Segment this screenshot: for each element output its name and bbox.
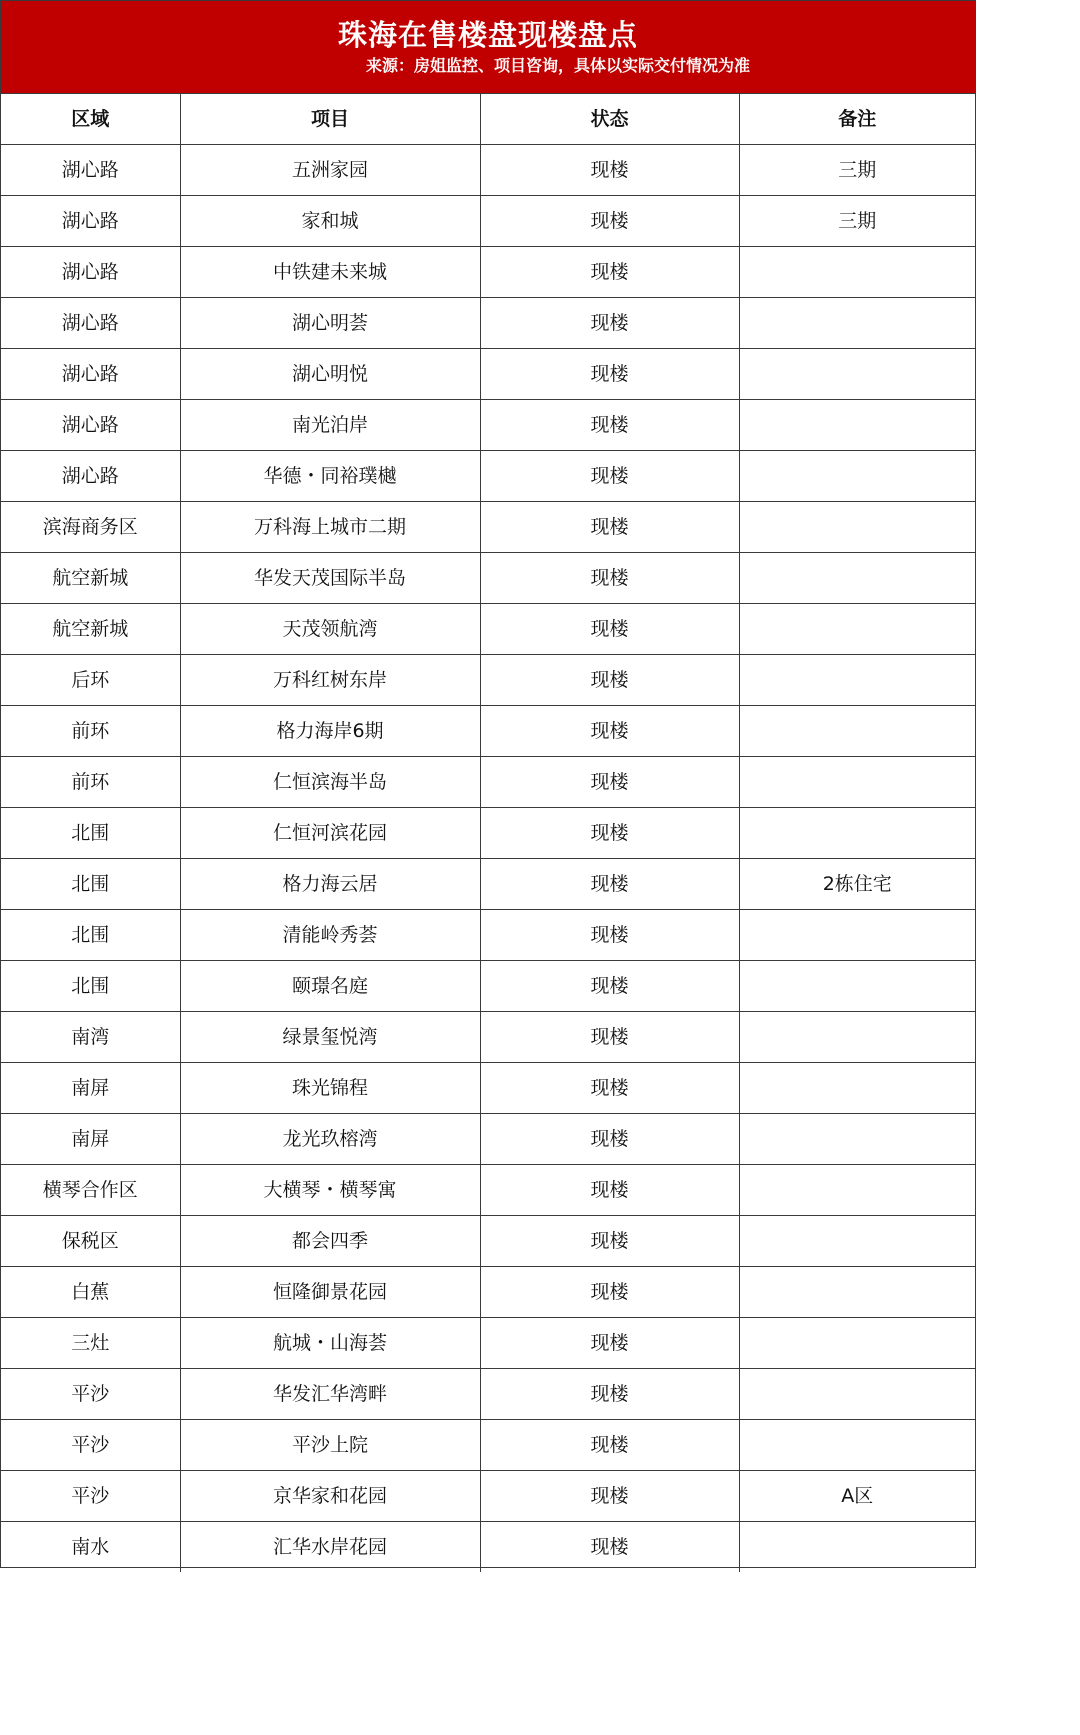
cell-project: 华发汇华湾畔 bbox=[180, 1369, 480, 1420]
table-header-row bbox=[1, 94, 975, 145]
cell-note bbox=[739, 1063, 975, 1114]
cell-area: 前环 bbox=[1, 757, 180, 808]
cell-status: 现楼 bbox=[480, 1216, 739, 1267]
cell-note bbox=[739, 553, 975, 604]
cell-project: 都会四季 bbox=[180, 1216, 480, 1267]
table-row bbox=[1, 655, 975, 706]
table-row bbox=[1, 1522, 975, 1573]
cell-status: 现楼 bbox=[480, 859, 739, 910]
cell-status: 现楼 bbox=[480, 910, 739, 961]
table-row bbox=[1, 400, 975, 451]
cell-note bbox=[739, 655, 975, 706]
cell-area: 湖心路 bbox=[1, 451, 180, 502]
cell-status: 现楼 bbox=[480, 1369, 739, 1420]
cell-area: 横琴合作区 bbox=[1, 1165, 180, 1216]
cell-area: 南屏 bbox=[1, 1114, 180, 1165]
cell-status: 现楼 bbox=[480, 808, 739, 859]
cell-note bbox=[739, 400, 975, 451]
cell-note bbox=[739, 502, 975, 553]
table-row bbox=[1, 706, 975, 757]
cell-status: 现楼 bbox=[480, 1522, 739, 1573]
table-row bbox=[1, 1165, 975, 1216]
cell-note bbox=[739, 1165, 975, 1216]
cell-note bbox=[739, 1318, 975, 1369]
cell-project: 湖心明悦 bbox=[180, 349, 480, 400]
cell-note bbox=[739, 349, 975, 400]
cell-status: 现楼 bbox=[480, 553, 739, 604]
table-row bbox=[1, 502, 975, 553]
cell-area: 北围 bbox=[1, 808, 180, 859]
cell-area: 湖心路 bbox=[1, 400, 180, 451]
cell-project: 清能岭秀荟 bbox=[180, 910, 480, 961]
cell-note bbox=[739, 1114, 975, 1165]
cell-note bbox=[739, 298, 975, 349]
table-body bbox=[1, 145, 975, 1573]
cell-project: 万科红树东岸 bbox=[180, 655, 480, 706]
table-row bbox=[1, 859, 975, 910]
source-note: 来源：房姐监控、项目咨询，具体以实际交付情况为准 bbox=[365, 56, 750, 75]
table-row bbox=[1, 1063, 975, 1114]
cell-project: 大横琴・横琴寓 bbox=[180, 1165, 480, 1216]
cell-note bbox=[739, 808, 975, 859]
cell-status: 现楼 bbox=[480, 1318, 739, 1369]
cell-note bbox=[739, 1267, 975, 1318]
cell-project: 五洲家园 bbox=[180, 145, 480, 196]
column-header-status: 状态 bbox=[480, 94, 739, 145]
table-row bbox=[1, 1420, 975, 1471]
cell-status: 现楼 bbox=[480, 1267, 739, 1318]
page-title: 珠海在售楼盘现楼盘点 bbox=[337, 18, 638, 52]
cell-note: 三期 bbox=[739, 145, 975, 196]
cell-note: A区 bbox=[739, 1471, 975, 1522]
cell-note bbox=[739, 247, 975, 298]
cell-area: 保税区 bbox=[1, 1216, 180, 1267]
cell-note: 三期 bbox=[739, 196, 975, 247]
cell-area: 平沙 bbox=[1, 1471, 180, 1522]
table-row bbox=[1, 349, 975, 400]
cell-status: 现楼 bbox=[480, 961, 739, 1012]
cell-area: 湖心路 bbox=[1, 247, 180, 298]
cell-project: 南光泊岸 bbox=[180, 400, 480, 451]
cell-project: 湖心明荟 bbox=[180, 298, 480, 349]
cell-area: 湖心路 bbox=[1, 145, 180, 196]
cell-note bbox=[739, 961, 975, 1012]
cell-area: 南屏 bbox=[1, 1063, 180, 1114]
cell-area: 湖心路 bbox=[1, 349, 180, 400]
cell-note bbox=[739, 757, 975, 808]
cell-area: 航空新城 bbox=[1, 604, 180, 655]
cell-area: 北围 bbox=[1, 961, 180, 1012]
cell-status: 现楼 bbox=[480, 1165, 739, 1216]
cell-area: 湖心路 bbox=[1, 298, 180, 349]
cell-note: 2栋住宅 bbox=[739, 859, 975, 910]
cell-status: 现楼 bbox=[480, 247, 739, 298]
table-row bbox=[1, 1216, 975, 1267]
table-row bbox=[1, 451, 975, 502]
cell-project: 中铁建未来城 bbox=[180, 247, 480, 298]
cell-project: 万科海上城市二期 bbox=[180, 502, 480, 553]
table-row bbox=[1, 808, 975, 859]
cell-project: 京华家和花园 bbox=[180, 1471, 480, 1522]
cell-note bbox=[739, 1522, 975, 1573]
table-row bbox=[1, 1012, 975, 1063]
cell-note bbox=[739, 451, 975, 502]
column-header-project: 项目 bbox=[180, 94, 480, 145]
cell-project: 平沙上院 bbox=[180, 1420, 480, 1471]
table-row bbox=[1, 961, 975, 1012]
table-row bbox=[1, 145, 975, 196]
property-table bbox=[1, 94, 975, 1572]
cell-area: 后环 bbox=[1, 655, 180, 706]
cell-area: 北围 bbox=[1, 910, 180, 961]
table-row bbox=[1, 298, 975, 349]
cell-area: 南湾 bbox=[1, 1012, 180, 1063]
cell-area: 航空新城 bbox=[1, 553, 180, 604]
cell-project: 家和城 bbox=[180, 196, 480, 247]
cell-status: 现楼 bbox=[480, 706, 739, 757]
table-row bbox=[1, 553, 975, 604]
cell-note bbox=[739, 706, 975, 757]
cell-note bbox=[739, 1369, 975, 1420]
table-row bbox=[1, 196, 975, 247]
cell-project: 航城・山海荟 bbox=[180, 1318, 480, 1369]
cell-status: 现楼 bbox=[480, 451, 739, 502]
table-row bbox=[1, 1318, 975, 1369]
table-row bbox=[1, 1369, 975, 1420]
table-row bbox=[1, 247, 975, 298]
cell-area: 南水 bbox=[1, 1522, 180, 1573]
cell-status: 现楼 bbox=[480, 502, 739, 553]
cell-note bbox=[739, 604, 975, 655]
column-header-note: 备注 bbox=[739, 94, 975, 145]
cell-project: 珠光锦程 bbox=[180, 1063, 480, 1114]
column-header-area: 区域 bbox=[1, 94, 180, 145]
cell-status: 现楼 bbox=[480, 349, 739, 400]
cell-status: 现楼 bbox=[480, 145, 739, 196]
cell-note bbox=[739, 1420, 975, 1471]
title-banner bbox=[1, 1, 975, 94]
cell-status: 现楼 bbox=[480, 298, 739, 349]
cell-area: 湖心路 bbox=[1, 196, 180, 247]
cell-project: 格力海岸6期 bbox=[180, 706, 480, 757]
cell-status: 现楼 bbox=[480, 400, 739, 451]
table-row bbox=[1, 1267, 975, 1318]
cell-project: 龙光玖榕湾 bbox=[180, 1114, 480, 1165]
cell-project: 仁恒河滨花园 bbox=[180, 808, 480, 859]
cell-note bbox=[739, 910, 975, 961]
cell-project: 恒隆御景花园 bbox=[180, 1267, 480, 1318]
cell-area: 北围 bbox=[1, 859, 180, 910]
table-row bbox=[1, 910, 975, 961]
cell-status: 现楼 bbox=[480, 1471, 739, 1522]
cell-area: 前环 bbox=[1, 706, 180, 757]
cell-status: 现楼 bbox=[480, 604, 739, 655]
cell-area: 三灶 bbox=[1, 1318, 180, 1369]
table-row bbox=[1, 1114, 975, 1165]
cell-project: 绿景玺悦湾 bbox=[180, 1012, 480, 1063]
cell-project: 天茂领航湾 bbox=[180, 604, 480, 655]
cell-project: 仁恒滨海半岛 bbox=[180, 757, 480, 808]
cell-status: 现楼 bbox=[480, 1420, 739, 1471]
cell-project: 汇华水岸花园 bbox=[180, 1522, 480, 1573]
table-row bbox=[1, 604, 975, 655]
cell-status: 现楼 bbox=[480, 1063, 739, 1114]
cell-note bbox=[739, 1216, 975, 1267]
cell-status: 现楼 bbox=[480, 757, 739, 808]
cell-status: 现楼 bbox=[480, 1012, 739, 1063]
cell-area: 白蕉 bbox=[1, 1267, 180, 1318]
cell-status: 现楼 bbox=[480, 196, 739, 247]
cell-note bbox=[739, 1012, 975, 1063]
cell-project: 颐璟名庭 bbox=[180, 961, 480, 1012]
cell-area: 平沙 bbox=[1, 1420, 180, 1471]
cell-status: 现楼 bbox=[480, 1114, 739, 1165]
cell-project: 华发天茂国际半岛 bbox=[180, 553, 480, 604]
table-row bbox=[1, 1471, 975, 1522]
cell-area: 平沙 bbox=[1, 1369, 180, 1420]
cell-area: 滨海商务区 bbox=[1, 502, 180, 553]
table-row bbox=[1, 757, 975, 808]
cell-status: 现楼 bbox=[480, 655, 739, 706]
cell-project: 华德・同裕璞樾 bbox=[180, 451, 480, 502]
cell-project: 格力海云居 bbox=[180, 859, 480, 910]
